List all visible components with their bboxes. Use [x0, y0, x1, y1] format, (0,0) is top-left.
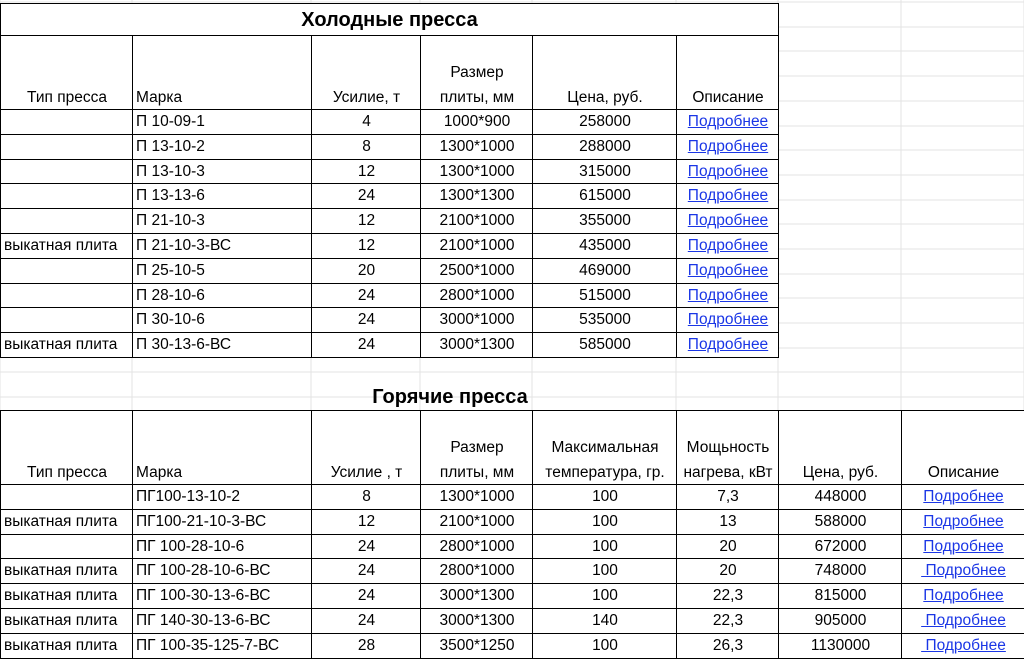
hot-row-2-size: 2800*1000 — [420, 534, 533, 559]
hot-row-3-model: ПГ 100-28-10-6-ВС — [132, 558, 312, 584]
hot-header-7 — [901, 410, 1024, 485]
cold-row-8-force: 24 — [311, 307, 421, 333]
cold-row-1-link[interactable] — [676, 134, 779, 160]
details-link[interactable]: Подробнее — [921, 562, 1006, 579]
hot-row-4-model: ПГ 100-30-13-6-ВС — [132, 583, 312, 609]
hot-row-0-size: 1300*1000 — [420, 484, 533, 510]
hot-row-5-link[interactable] — [901, 608, 1024, 634]
cold-row-1-force: 8 — [311, 134, 421, 160]
cold-row-0-price: 258000 — [532, 109, 677, 135]
cold-header-0 — [0, 35, 133, 110]
cold-row-9-force: 24 — [311, 332, 421, 358]
header-label: Мощьность — [686, 439, 770, 456]
header-label: Цена, руб. — [567, 89, 643, 106]
cold-row-3-size: 1300*1300 — [420, 183, 533, 209]
hot-row-1-temp: 100 — [532, 509, 677, 535]
hot-row-4-link[interactable] — [901, 583, 1024, 609]
cold-row-4-type — [0, 208, 133, 234]
hot-row-0-link[interactable] — [901, 484, 1024, 510]
cold-row-4-size: 2100*1000 — [420, 208, 533, 234]
cold-row-2-size: 1300*1000 — [420, 159, 533, 184]
hot-row-5-force: 24 — [311, 608, 421, 634]
header-label: Усилие, т — [332, 89, 401, 106]
hot-table-title: Горячие пресса — [372, 386, 528, 408]
cold-row-1-price: 288000 — [532, 134, 677, 160]
details-link[interactable]: Подробнее — [687, 287, 769, 304]
hot-row-1-type: выкатная плита — [0, 509, 133, 535]
header-label: Описание — [927, 464, 1000, 481]
hot-row-3-link[interactable] — [901, 558, 1024, 584]
cold-row-0-size: 1000*900 — [420, 109, 533, 135]
details-link[interactable]: Подробнее — [687, 336, 769, 353]
hot-row-5-power: 22,3 — [676, 608, 779, 634]
hot-row-6-price: 1130000 — [778, 633, 902, 659]
cold-row-3-price: 615000 — [532, 183, 677, 209]
hot-table-top-border — [0, 410, 1024, 411]
details-link[interactable]: Подробнее — [687, 113, 769, 130]
hot-row-4-type: выкатная плита — [0, 583, 133, 609]
hot-row-2-type — [0, 534, 133, 559]
cold-row-7-size: 2800*1000 — [420, 283, 533, 308]
header-label: Марка — [136, 89, 183, 106]
hot-row-3-size: 2800*1000 — [420, 558, 533, 584]
hot-header-0 — [0, 410, 133, 485]
cold-header-4 — [532, 35, 677, 110]
details-link[interactable]: Подробнее — [687, 262, 769, 279]
hot-row-3-force: 24 — [311, 558, 421, 584]
hot-row-2-force: 24 — [311, 534, 421, 559]
cold-row-9-price: 585000 — [532, 332, 677, 358]
header-label: Размер — [450, 64, 504, 81]
cold-row-3-force: 24 — [311, 183, 421, 209]
header-label: Усилие , т — [330, 464, 403, 481]
hot-header-2 — [311, 410, 421, 485]
hot-row-1-power: 13 — [676, 509, 779, 535]
cold-row-5-link[interactable] — [676, 233, 779, 259]
hot-row-6-temp: 100 — [532, 633, 677, 659]
hot-row-5-temp: 140 — [532, 608, 677, 634]
cold-row-7-price: 515000 — [532, 283, 677, 308]
cold-row-9-size: 3000*1300 — [420, 332, 533, 358]
cold-row-8-type — [0, 307, 133, 333]
details-link[interactable]: Подробнее — [923, 538, 1004, 555]
cold-row-2-model: П 13-10-3 — [132, 159, 312, 184]
header-label: Максимальная — [551, 439, 659, 456]
cold-row-2-type — [0, 159, 133, 184]
details-link[interactable]: Подробнее — [923, 488, 1004, 505]
hot-row-3-price: 748000 — [778, 558, 902, 584]
cold-row-7-force: 24 — [311, 283, 421, 308]
hot-row-0-power: 7,3 — [676, 484, 779, 510]
header-label: Тип пресса — [27, 89, 107, 106]
cold-table-title: Холодные пресса — [0, 3, 779, 36]
details-link[interactable]: Подробнее — [923, 587, 1004, 604]
hot-row-4-size: 3000*1300 — [420, 583, 533, 609]
cold-header-1 — [132, 35, 312, 110]
cold-row-5-price: 435000 — [532, 233, 677, 259]
hot-row-5-price: 905000 — [778, 608, 902, 634]
cold-row-0-force: 4 — [311, 109, 421, 135]
header-label: Цена, руб. — [802, 464, 879, 481]
cold-header-3 — [420, 35, 533, 110]
hot-row-5-size: 3000*1300 — [420, 608, 533, 634]
hot-row-0-force: 8 — [311, 484, 421, 510]
hot-row-2-model: ПГ 100-28-10-6 — [132, 534, 312, 559]
cold-row-6-type — [0, 258, 133, 284]
hot-row-6-force: 28 — [311, 633, 421, 659]
header-label: плиты, мм — [439, 89, 515, 106]
cold-row-6-size: 2500*1000 — [420, 258, 533, 284]
cold-row-0-model: П 10-09-1 — [132, 109, 312, 135]
cold-row-6-force: 20 — [311, 258, 421, 284]
hot-row-0-model: ПГ100-13-10-2 — [132, 484, 312, 510]
hot-row-5-model: ПГ 140-30-13-6-ВС — [132, 608, 312, 634]
cold-row-4-price: 355000 — [532, 208, 677, 234]
hot-row-1-size: 2100*1000 — [420, 509, 533, 535]
cold-row-4-link[interactable] — [676, 208, 779, 234]
details-link[interactable]: Подробнее — [687, 212, 769, 229]
hot-row-3-type: выкатная плита — [0, 558, 133, 584]
hot-row-2-power: 20 — [676, 534, 779, 559]
cold-row-4-force: 12 — [311, 208, 421, 234]
details-link[interactable]: Подробнее — [687, 311, 769, 328]
cold-row-5-model: П 21-10-3-ВС — [132, 233, 312, 259]
cold-row-4-model: П 21-10-3 — [132, 208, 312, 234]
hot-row-1-force: 12 — [311, 509, 421, 535]
header-label: температура, гр. — [545, 464, 665, 481]
cold-row-9-link[interactable] — [676, 332, 779, 358]
cold-row-8-model: П 30-10-6 — [132, 307, 312, 333]
cold-row-1-size: 1300*1000 — [420, 134, 533, 160]
cold-table-bottom-border — [0, 357, 779, 358]
cold-row-8-size: 3000*1000 — [420, 307, 533, 333]
cold-row-3-type — [0, 183, 133, 209]
cold-row-2-force: 12 — [311, 159, 421, 184]
cold-header-5 — [676, 35, 779, 110]
hot-row-4-price: 815000 — [778, 583, 902, 609]
cold-row-5-size: 2100*1000 — [420, 233, 533, 259]
cold-row-7-link[interactable] — [676, 283, 779, 308]
details-link[interactable]: Подробнее — [923, 513, 1004, 530]
hot-row-1-model: ПГ100-21-10-3-ВС — [132, 509, 312, 535]
header-label: нагрева, кВт — [683, 464, 773, 481]
cold-row-2-price: 315000 — [532, 159, 677, 184]
cold-row-8-price: 535000 — [532, 307, 677, 333]
hot-row-0-temp: 100 — [532, 484, 677, 510]
hot-row-4-force: 24 — [311, 583, 421, 609]
hot-header-4 — [532, 410, 677, 485]
details-link[interactable]: Подробнее — [687, 187, 769, 204]
hot-row-0-price: 448000 — [778, 484, 902, 510]
hot-row-2-link[interactable] — [901, 534, 1024, 559]
hot-header-3 — [420, 410, 533, 485]
details-link[interactable]: Подробнее — [687, 138, 769, 155]
details-link[interactable]: Подробнее — [687, 237, 769, 254]
cold-row-3-model: П 13-13-6 — [132, 183, 312, 209]
details-link[interactable]: Подробнее — [921, 612, 1006, 629]
hot-row-2-price: 672000 — [778, 534, 902, 559]
cold-row-6-price: 469000 — [532, 258, 677, 284]
details-link[interactable]: Подробнее — [687, 163, 769, 180]
cold-row-5-force: 12 — [311, 233, 421, 259]
cold-row-3-link[interactable] — [676, 183, 779, 209]
cold-row-6-link[interactable] — [676, 258, 779, 284]
cold-table-right-border — [778, 35, 779, 357]
cold-row-9-type: выкатная плита — [0, 332, 133, 358]
cold-row-6-model: П 25-10-5 — [132, 258, 312, 284]
hot-row-6-type: выкатная плита — [0, 633, 133, 659]
cold-row-7-type — [0, 283, 133, 308]
header-label: Тип пресса — [27, 464, 107, 481]
cold-row-0-type — [0, 109, 133, 135]
details-link[interactable]: Подробнее — [921, 637, 1006, 654]
cold-row-9-model: П 30-13-6-ВС — [132, 332, 312, 358]
hot-row-1-link[interactable] — [901, 509, 1024, 535]
hot-row-4-temp: 100 — [532, 583, 677, 609]
cold-header-2 — [311, 35, 421, 110]
cold-row-5-type: выкатная плита — [0, 233, 133, 259]
hot-row-6-link[interactable] — [901, 633, 1024, 659]
header-label: плиты, мм — [439, 464, 515, 481]
hot-row-1-price: 588000 — [778, 509, 902, 535]
header-label: Марка — [136, 464, 183, 481]
hot-row-3-temp: 100 — [532, 558, 677, 584]
cold-row-8-link[interactable] — [676, 307, 779, 333]
hot-row-2-temp: 100 — [532, 534, 677, 559]
hot-row-4-power: 22,3 — [676, 583, 779, 609]
cold-row-2-link[interactable] — [676, 159, 779, 184]
cold-row-1-model: П 13-10-2 — [132, 134, 312, 160]
cold-row-0-link[interactable] — [676, 109, 779, 135]
hot-header-5 — [676, 410, 779, 485]
hot-row-3-power: 20 — [676, 558, 779, 584]
header-label: Размер — [450, 439, 504, 456]
hot-row-6-power: 26,3 — [676, 633, 779, 659]
hot-row-6-size: 3500*1250 — [420, 633, 533, 659]
hot-header-1 — [132, 410, 312, 485]
hot-header-6 — [778, 410, 902, 485]
header-label: Описание — [692, 89, 764, 106]
hot-row-6-model: ПГ 100-35-125-7-ВС — [132, 633, 312, 659]
hot-row-0-type — [0, 484, 133, 510]
hot-row-5-type: выкатная плита — [0, 608, 133, 634]
cold-row-1-type — [0, 134, 133, 160]
cold-row-7-model: П 28-10-6 — [132, 283, 312, 308]
